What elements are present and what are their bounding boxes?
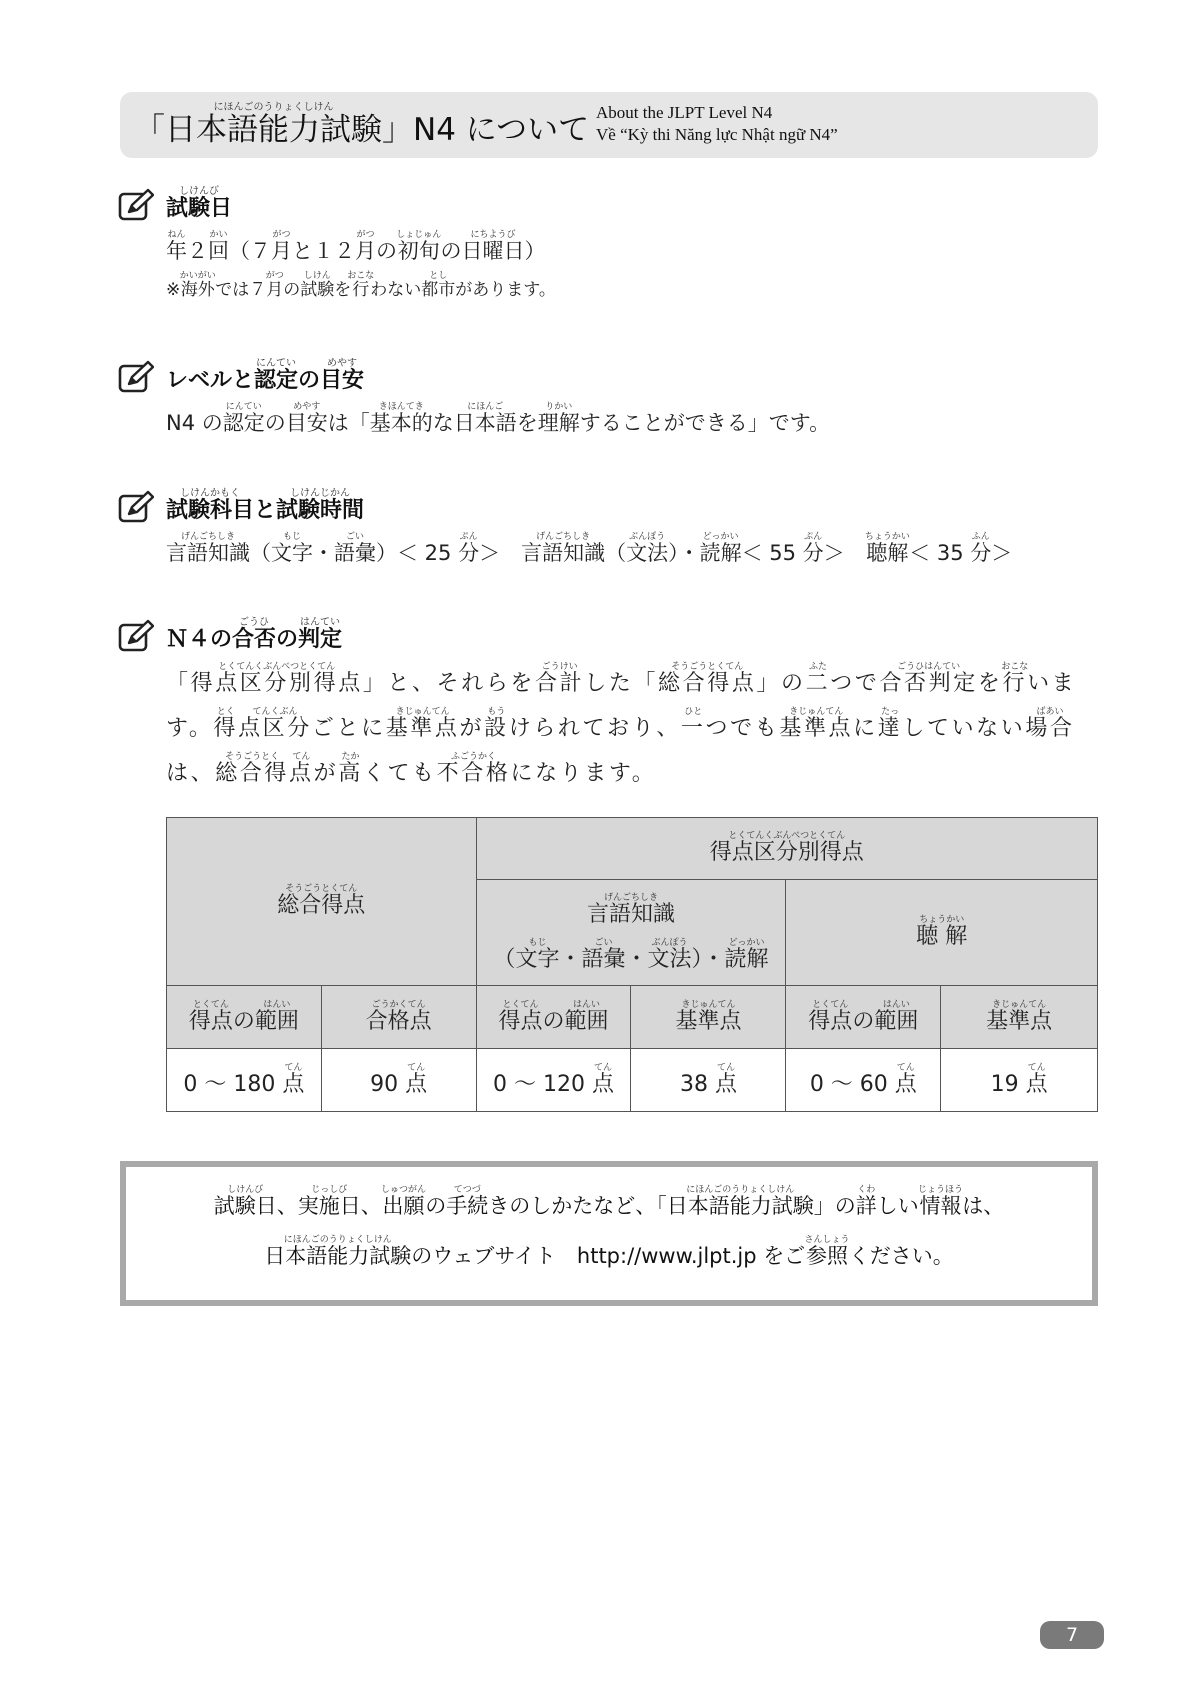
exam-date-text: 年ねん２回かい（７月がつと１２月がつの初旬しょじゅんの日曜日にちようび） — [166, 230, 546, 263]
exam-date-note: ※海外かいがいでは７月がつの試験しけんを行おこなわない都市としがあります。 — [166, 271, 556, 300]
col-base-point: 基準点きじゅんてん — [631, 986, 786, 1049]
col-score-range: 得点とくてんの範囲はんい — [476, 986, 631, 1049]
level-text: N4 の認定にんていの目安めやすは「基本的きほんてきな日本語にほんごを理解りかいすることができる」です。 — [166, 402, 831, 435]
pencil-note-icon — [118, 188, 154, 222]
section-title: レベルと認定にんていの目安めやす — [166, 358, 365, 393]
info-line-1: 試験日しけんび、実施日じっしび、出願しゅつがんの手続てつづきのしかたなど、「日本語能力試験にほんごのうりょくしけん」の詳くわしい情報じょうほうは、 — [213, 1185, 1005, 1218]
pencil-note-icon — [118, 490, 154, 524]
subjects-text — [166, 532, 1108, 573]
pencil-note-icon — [118, 619, 154, 653]
listening-header: 聴 解ちょうかい — [786, 880, 1098, 986]
col-score-range: 得点とくてんの範囲はんい — [786, 986, 941, 1049]
page-subtitle — [596, 102, 838, 146]
subject-language-vocab: 言語知識げんごちしき（文字もじ・語彙ごい）＜ 25 分ぷん＞ — [166, 532, 501, 565]
section-level — [118, 358, 1108, 443]
col-pass-mark: 合格点ごうかくてん — [321, 986, 476, 1049]
col-score-range: 得点とくてんの範囲はんい — [167, 986, 322, 1049]
section-title: 試験科目しけんかもくと試験時間しけんじかん — [166, 488, 365, 523]
section-subjects — [118, 488, 1108, 573]
info-line-2: 日本語能力試験にほんごのうりょくしけんのウェブサイト http://www.jlpt.jp をご参照さんしょうください。 — [264, 1235, 954, 1268]
score-table — [166, 817, 1098, 1112]
section-title: Ｎ４の合否ごうひの判定はんてい — [166, 617, 343, 652]
section-title: 試験日しけんび — [166, 186, 233, 221]
page-title: 「日本語能力試験にほんごのうりょくしけん」N4 について — [134, 102, 590, 148]
language-range-cell: 0 ～ 120 点てん — [476, 1049, 631, 1112]
subject-listening: 聴解ちょうかい＜ 35 分ふん＞ — [864, 532, 1013, 565]
total-score-header: 総合得点そうごうとくてん — [167, 818, 477, 986]
info-box — [120, 1161, 1098, 1306]
section-score-header: 得点区分別得点とくてんくぶんべつとくてん — [476, 818, 1097, 880]
total-range-cell: 0 ～ 180 点てん — [167, 1049, 322, 1112]
pencil-note-icon — [118, 360, 154, 394]
listening-range-cell: 0 ～ 60 点てん — [786, 1049, 941, 1112]
language-knowledge-header: 言語知識げんごちしき （文字もじ・語彙ごい・文法ぶんぽう）・読解どっかい — [476, 880, 786, 986]
listening-base-cell: 19 点てん — [941, 1049, 1098, 1112]
page-header — [120, 92, 1098, 158]
section-exam-date — [118, 186, 1108, 306]
page-number: 7 — [1040, 1621, 1104, 1649]
pass-judgement-text: 「得点区分別得点とくてんくぶんべつとくてん」と、それらを合計ごうけいした「総合得点そうごうとくてん」の二ふたつで合否判定ごうひはんていを行おこないます。得とく点区分てんくぶんごとに基準点きじゅんてんが設もうけられており、一ひとつでも基準点きじゅんてんに達たっしていない場合ばあいは、総合得そうごうとく点てんが高たかくても不合格ふごうかくになります。 — [166, 662, 1077, 786]
col-base-point: 基準点きじゅんてん — [941, 986, 1098, 1049]
subtitle-english: About the JLPT Level N4 — [596, 103, 773, 122]
language-base-cell: 38 点てん — [631, 1049, 786, 1112]
total-pass-cell: 90 点てん — [321, 1049, 476, 1112]
subtitle-vietnamese: Về “Kỳ thi Năng lực Nhật ngữ N4” — [596, 125, 838, 144]
section-pass-judgement — [118, 617, 1108, 796]
subject-language-grammar: 言語知識げんごちしき（文法ぶんぽう）・読解どっかい＜ 55 分ぷん＞ — [521, 532, 845, 565]
